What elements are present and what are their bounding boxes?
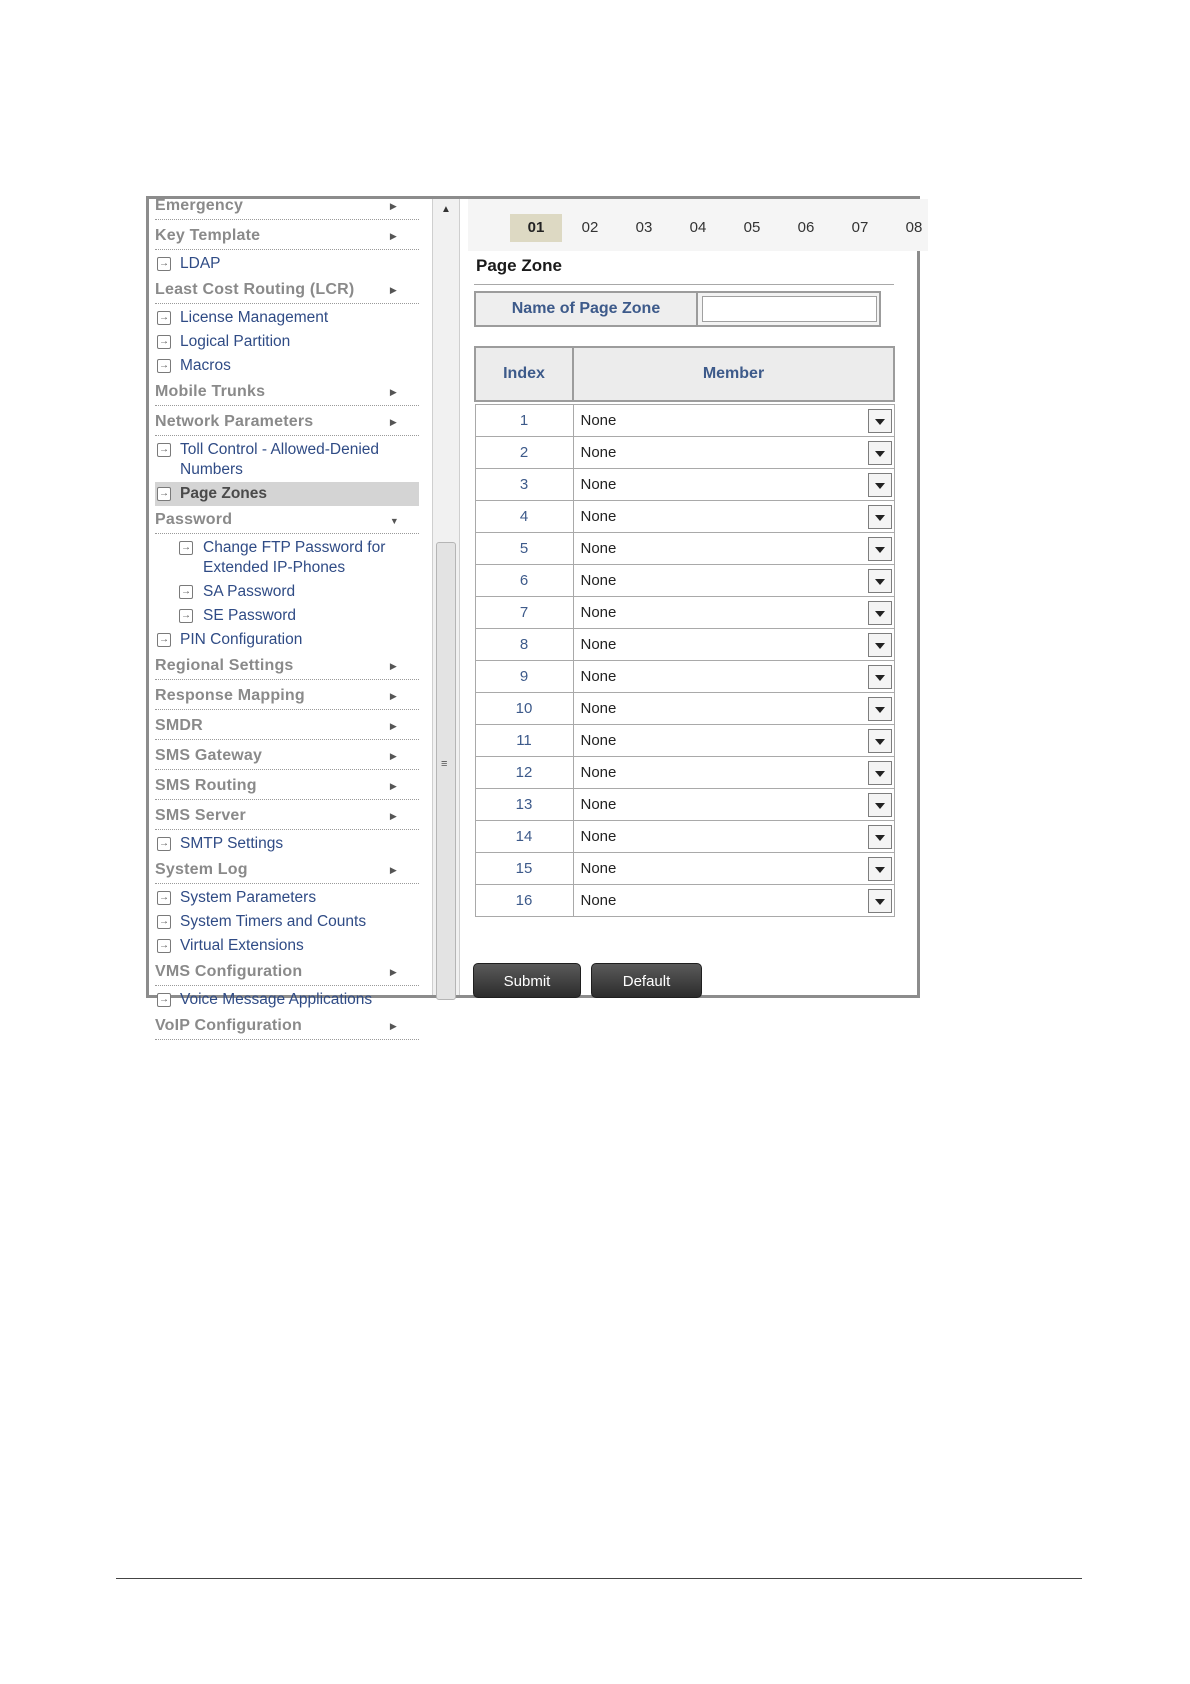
sidebar-item-ldap[interactable] xyxy=(155,252,419,276)
member-select[interactable] xyxy=(573,501,894,533)
dropdown-arrow-icon[interactable] xyxy=(868,441,892,465)
dropdown-arrow-icon[interactable] xyxy=(868,569,892,593)
tab-07[interactable]: 07 xyxy=(851,219,869,236)
sidebar-item-sms-server[interactable] xyxy=(155,802,419,830)
expand-arrow-icon: → xyxy=(159,444,169,455)
sidebar-item-pin-configuration[interactable] xyxy=(155,628,419,652)
member-select[interactable] xyxy=(573,789,894,821)
scroll-up-arrow-icon[interactable]: ▲ xyxy=(441,204,451,215)
index-cell: 5 xyxy=(475,533,573,565)
expand-arrow-icon: → xyxy=(181,542,191,553)
index-cell: 8 xyxy=(475,629,573,661)
tab-02[interactable]: 02 xyxy=(581,219,599,236)
chevron-right-icon: ▶ xyxy=(389,865,397,875)
sidebar-item-label: Emergency xyxy=(155,197,244,214)
sidebar-item-vms-configuration[interactable] xyxy=(155,958,419,986)
expand-arrow-icon: → xyxy=(181,610,191,621)
member-select-value: None xyxy=(580,540,617,557)
chevron-right-icon: ▶ xyxy=(389,387,397,397)
member-select-value: None xyxy=(580,412,617,429)
table-row xyxy=(475,469,894,501)
default-button[interactable]: Default xyxy=(591,963,702,998)
member-select-value: None xyxy=(580,732,617,749)
member-select-value: None xyxy=(580,444,617,461)
tab-04[interactable]: 04 xyxy=(689,219,707,236)
expand-arrow-icon: → xyxy=(159,994,169,1005)
index-cell: 9 xyxy=(475,661,573,693)
sidebar-item-label: System Log xyxy=(155,861,248,878)
sidebar-item-least-cost-routing-lcr[interactable] xyxy=(155,276,419,304)
member-select-value: None xyxy=(580,668,617,685)
chevron-right-icon: ▶ xyxy=(389,231,397,241)
chevron-right-icon: ▶ xyxy=(389,811,397,821)
index-cell: 4 xyxy=(475,501,573,533)
index-cell: 15 xyxy=(475,853,573,885)
expand-arrow-icon: → xyxy=(159,258,169,269)
member-select[interactable] xyxy=(573,661,894,693)
zone-name-label: Name of Page Zone xyxy=(476,293,698,325)
sidebar-item-system-timers-and-counts[interactable] xyxy=(155,910,419,934)
table-row xyxy=(475,437,894,469)
sidebar-item-label: Key Template xyxy=(155,227,261,244)
expand-arrow-icon: → xyxy=(159,634,169,645)
dropdown-arrow-icon[interactable] xyxy=(868,793,892,817)
sidebar-item-label: Password xyxy=(155,511,233,528)
sidebar-item-label: Page Zones xyxy=(180,485,267,502)
member-select-value: None xyxy=(580,476,617,493)
index-cell: 11 xyxy=(475,725,573,757)
dropdown-arrow-icon[interactable] xyxy=(868,473,892,497)
table-row xyxy=(475,501,894,533)
table-row xyxy=(475,533,894,565)
sidebar-item-toll-control-allowed-denied-numbers[interactable] xyxy=(155,438,419,482)
sidebar-item-label: Logical Partition xyxy=(180,333,291,350)
expand-arrow-icon: → xyxy=(159,916,169,927)
table-row xyxy=(475,885,894,917)
tab-05[interactable]: 05 xyxy=(743,219,761,236)
sidebar-item-system-parameters[interactable] xyxy=(155,886,419,910)
sidebar-item-label: VMS Configuration xyxy=(155,963,303,980)
index-cell: 10 xyxy=(475,693,573,725)
zone-name-input[interactable] xyxy=(702,296,877,322)
member-table xyxy=(474,346,895,917)
sidebar-item-label: SMS Gateway xyxy=(155,747,263,764)
sidebar-item-smtp-settings[interactable] xyxy=(155,832,419,856)
sidebar-item-label: Response Mapping xyxy=(155,687,305,704)
main-content xyxy=(460,199,923,995)
member-select[interactable] xyxy=(573,469,894,501)
sidebar-item-sa-password[interactable] xyxy=(155,580,419,604)
expand-arrow-icon: → xyxy=(159,312,169,323)
member-select[interactable] xyxy=(573,757,894,789)
dropdown-arrow-icon[interactable] xyxy=(868,665,892,689)
dropdown-arrow-icon[interactable] xyxy=(868,825,892,849)
table-row xyxy=(475,725,894,757)
sidebar-item-system-log[interactable] xyxy=(155,856,419,884)
chevron-right-icon: ▶ xyxy=(389,201,397,211)
chevron-right-icon: ▶ xyxy=(389,967,397,977)
sidebar-item-label: VoIP Configuration xyxy=(155,1017,302,1034)
sidebar-item-se-password[interactable] xyxy=(155,604,419,628)
sidebar-item-voip-configuration[interactable] xyxy=(155,1012,419,1040)
scroll-grip-icon: ≡ xyxy=(441,758,448,770)
index-cell: 12 xyxy=(475,757,573,789)
index-cell: 13 xyxy=(475,789,573,821)
sidebar-item-label: SMTP Settings xyxy=(180,835,284,852)
sidebar-item-key-template[interactable] xyxy=(155,222,419,250)
member-select-value: None xyxy=(580,508,617,525)
sidebar-item-label: Least Cost Routing (LCR) xyxy=(155,281,355,298)
dropdown-arrow-icon[interactable] xyxy=(868,633,892,657)
sidebar-item-label: SMS Server xyxy=(155,807,246,824)
chevron-right-icon: ▶ xyxy=(389,285,397,295)
sidebar-item-smdr[interactable] xyxy=(155,712,419,740)
sidebar-scrollbar[interactable] xyxy=(432,199,460,995)
member-column-header: Member xyxy=(573,347,894,401)
member-select-value: None xyxy=(580,892,617,909)
member-select-value: None xyxy=(580,796,617,813)
sidebar-item-label: Macros xyxy=(180,357,231,374)
member-select-value: None xyxy=(580,604,617,621)
sidebar-item-virtual-extensions[interactable] xyxy=(155,934,419,958)
sidebar-item-mobile-trunks[interactable] xyxy=(155,378,419,406)
expand-arrow-icon: → xyxy=(159,940,169,951)
sidebar-item-logical-partition[interactable] xyxy=(155,330,419,354)
expand-arrow-icon: → xyxy=(159,488,169,499)
member-select-value: None xyxy=(580,860,617,877)
table-row xyxy=(475,821,894,853)
chevron-right-icon: ▶ xyxy=(389,751,397,761)
table-row xyxy=(475,853,894,885)
member-select[interactable] xyxy=(573,405,894,437)
expand-arrow-icon: → xyxy=(159,360,169,371)
index-cell: 14 xyxy=(475,821,573,853)
tab-06[interactable]: 06 xyxy=(797,219,815,236)
table-row xyxy=(475,629,894,661)
sidebar-item-label: SMDR xyxy=(155,717,203,734)
member-select-value: None xyxy=(580,572,617,589)
sidebar-item-label: System Parameters xyxy=(180,889,317,906)
expand-arrow-icon: → xyxy=(159,838,169,849)
app-window xyxy=(146,196,923,1034)
chevron-right-icon: ▶ xyxy=(389,1021,397,1031)
scroll-thumb[interactable] xyxy=(436,542,456,1000)
member-select[interactable] xyxy=(573,565,894,597)
sidebar-item-sms-gateway[interactable] xyxy=(155,742,419,770)
member-select-value: None xyxy=(580,700,617,717)
member-select[interactable] xyxy=(573,853,894,885)
member-select[interactable] xyxy=(573,437,894,469)
tab-01[interactable]: 01 xyxy=(510,214,562,242)
sidebar-list xyxy=(155,192,419,1042)
table-row xyxy=(475,565,894,597)
index-cell: 7 xyxy=(475,597,573,629)
dropdown-arrow-icon[interactable] xyxy=(868,857,892,881)
page-footer-rule xyxy=(116,1578,1082,1579)
expand-arrow-icon: → xyxy=(159,892,169,903)
sidebar-item-network-parameters[interactable] xyxy=(155,408,419,436)
sidebar-item-voice-message-applications[interactable] xyxy=(155,988,419,1012)
dropdown-arrow-icon[interactable] xyxy=(868,537,892,561)
table-row xyxy=(475,597,894,629)
dropdown-arrow-icon[interactable] xyxy=(868,409,892,433)
sidebar-item-password[interactable] xyxy=(155,506,419,534)
sidebar-item-label: Regional Settings xyxy=(155,657,294,674)
table-row xyxy=(475,661,894,693)
index-column-header: Index xyxy=(475,347,573,401)
sidebar-item-label: License Management xyxy=(180,309,329,326)
index-cell: 2 xyxy=(475,437,573,469)
expand-arrow-icon: → xyxy=(159,336,169,347)
sidebar-item-label: SA Password xyxy=(203,583,296,600)
chevron-right-icon: ▶ xyxy=(389,691,397,701)
table-row xyxy=(475,405,894,437)
chevron-right-icon: ▶ xyxy=(389,661,397,671)
sidebar-item-label: Virtual Extensions xyxy=(180,937,304,954)
dropdown-arrow-icon[interactable] xyxy=(868,697,892,721)
sidebar-nav xyxy=(149,197,432,1034)
member-select[interactable] xyxy=(573,821,894,853)
expand-arrow-icon: → xyxy=(181,586,191,597)
member-select-value: None xyxy=(580,636,617,653)
chevron-right-icon: ▶ xyxy=(389,721,397,731)
member-select-value: None xyxy=(580,828,617,845)
sidebar-item-page-zones[interactable] xyxy=(155,482,419,506)
sidebar-item-response-mapping[interactable] xyxy=(155,682,419,710)
index-cell: 3 xyxy=(475,469,573,501)
member-select[interactable] xyxy=(573,533,894,565)
chevron-right-icon: ▶ xyxy=(389,417,397,427)
sidebar-item-label: SE Password xyxy=(203,607,297,624)
sidebar-item-macros[interactable] xyxy=(155,354,419,378)
sidebar-item-label: System Timers and Counts xyxy=(180,913,367,930)
dropdown-arrow-icon[interactable] xyxy=(868,601,892,625)
submit-button[interactable]: Submit xyxy=(473,963,581,998)
chevron-right-icon: ▶ xyxy=(389,781,397,791)
index-cell: 6 xyxy=(475,565,573,597)
member-select[interactable] xyxy=(573,693,894,725)
sidebar-item-change-ftp-password-for-extended-ip-phones[interactable] xyxy=(155,536,419,580)
table-row xyxy=(475,789,894,821)
sidebar-item-emergency[interactable] xyxy=(155,192,419,220)
sidebar-item-label: LDAP xyxy=(180,255,221,272)
member-select[interactable] xyxy=(573,629,894,661)
tab-03[interactable]: 03 xyxy=(635,219,653,236)
sidebar-item-label: Voice Message Applications xyxy=(180,991,373,1008)
dropdown-arrow-icon[interactable] xyxy=(868,761,892,785)
sidebar-item-label: PIN Configuration xyxy=(180,631,303,648)
member-select-value: None xyxy=(580,764,617,781)
sidebar-item-label: Mobile Trunks xyxy=(155,383,266,400)
member-select[interactable] xyxy=(573,725,894,757)
sidebar-item-label: Network Parameters xyxy=(155,413,314,430)
sidebar-item-label: SMS Routing xyxy=(155,777,257,794)
page-title: Page Zone xyxy=(476,256,562,275)
zone-name-row xyxy=(474,291,881,327)
sidebar-item-label: Toll Control - Allowed-Denied Numbers xyxy=(180,441,380,478)
member-select[interactable] xyxy=(573,597,894,629)
table-row xyxy=(475,693,894,725)
sidebar-item-sms-routing[interactable] xyxy=(155,772,419,800)
dropdown-arrow-icon[interactable] xyxy=(868,729,892,753)
member-select[interactable] xyxy=(573,885,894,917)
dropdown-arrow-icon[interactable] xyxy=(868,889,892,913)
index-cell: 1 xyxy=(475,405,573,437)
sidebar-item-label: Change FTP Password for Extended IP-Phones xyxy=(203,539,386,576)
table-row xyxy=(475,757,894,789)
dropdown-arrow-icon[interactable] xyxy=(868,505,892,529)
zone-tabs xyxy=(468,199,928,251)
sidebar-item-regional-settings[interactable] xyxy=(155,652,419,680)
tab-08[interactable]: 08 xyxy=(905,219,923,236)
title-divider xyxy=(474,284,894,285)
sidebar-item-license-management[interactable] xyxy=(155,306,419,330)
member-rows xyxy=(475,405,894,917)
chevron-down-icon: ▼ xyxy=(389,516,399,526)
index-cell: 16 xyxy=(475,885,573,917)
